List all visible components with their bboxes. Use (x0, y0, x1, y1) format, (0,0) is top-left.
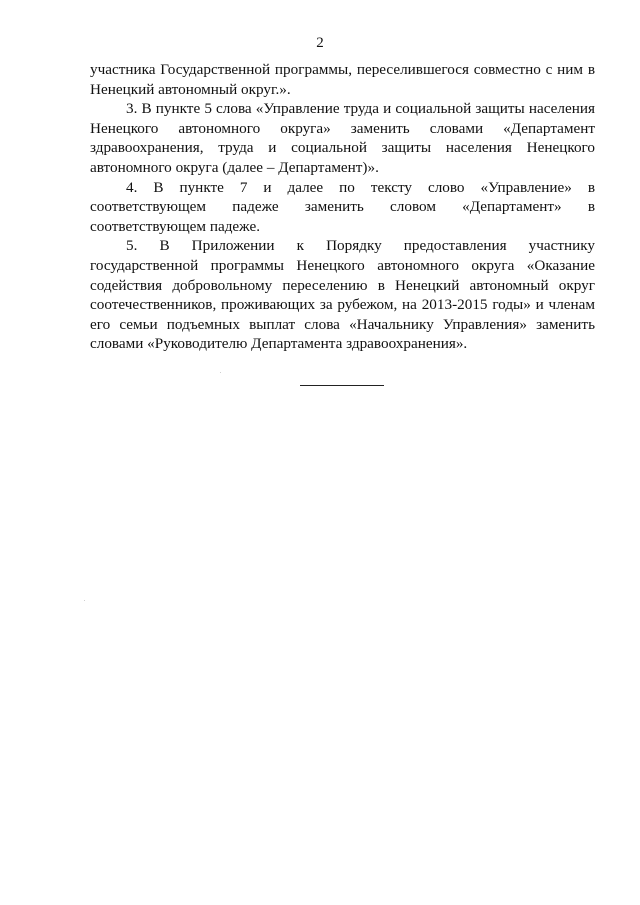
text-line: здравоохранения, труда и социальной защиты населения Ненецкого (90, 139, 595, 157)
text-line: содействия добровольному переселению в Ненецкий автономный округ (90, 276, 595, 294)
text-line: 4. В пункте 7 и далее по тексту слово «Управление» в (126, 178, 595, 196)
text-line: 3. В пункте 5 слова «Управление труда и социальной защиты населения (126, 100, 595, 118)
page-number: 2 (316, 35, 324, 51)
text-line: соответствующем падеже. (90, 217, 260, 235)
text-line: соответствующем падеже заменить словом «Департамент» в (90, 198, 595, 216)
closing-rule-line (300, 385, 384, 386)
paragraph-continuation (90, 60, 595, 99)
text-line: словами «Руководителю Департамента здравоохранения». (90, 335, 468, 353)
paragraph-item-3 (90, 99, 595, 177)
text-line: Ненецкий автономный округ.». (90, 80, 291, 98)
scan-speck (220, 372, 221, 373)
text-line: 5. В Приложении к Порядку предоставления участнику (126, 237, 595, 255)
text-line: его семьи подъемных выплат слова «Начальнику Управления» заменить (90, 315, 595, 333)
scan-speck (84, 600, 85, 601)
paragraph-item-4 (90, 178, 595, 237)
document-body (90, 60, 595, 354)
text-line: участника Государственной программы, переселившегося совместно с ним в (90, 61, 595, 78)
text-line: соотечественников, проживающих за рубежом, на 2013-2015 годы» и членам (90, 296, 595, 314)
text-line: государственной программы Ненецкого автономного округа «Оказание (90, 256, 595, 274)
text-line: Ненецкого автономного округа» заменить словами «Департамент (90, 119, 595, 137)
text-line: автономного округа (далее – Департамент)». (90, 158, 379, 176)
paragraph-item-5 (90, 236, 595, 354)
